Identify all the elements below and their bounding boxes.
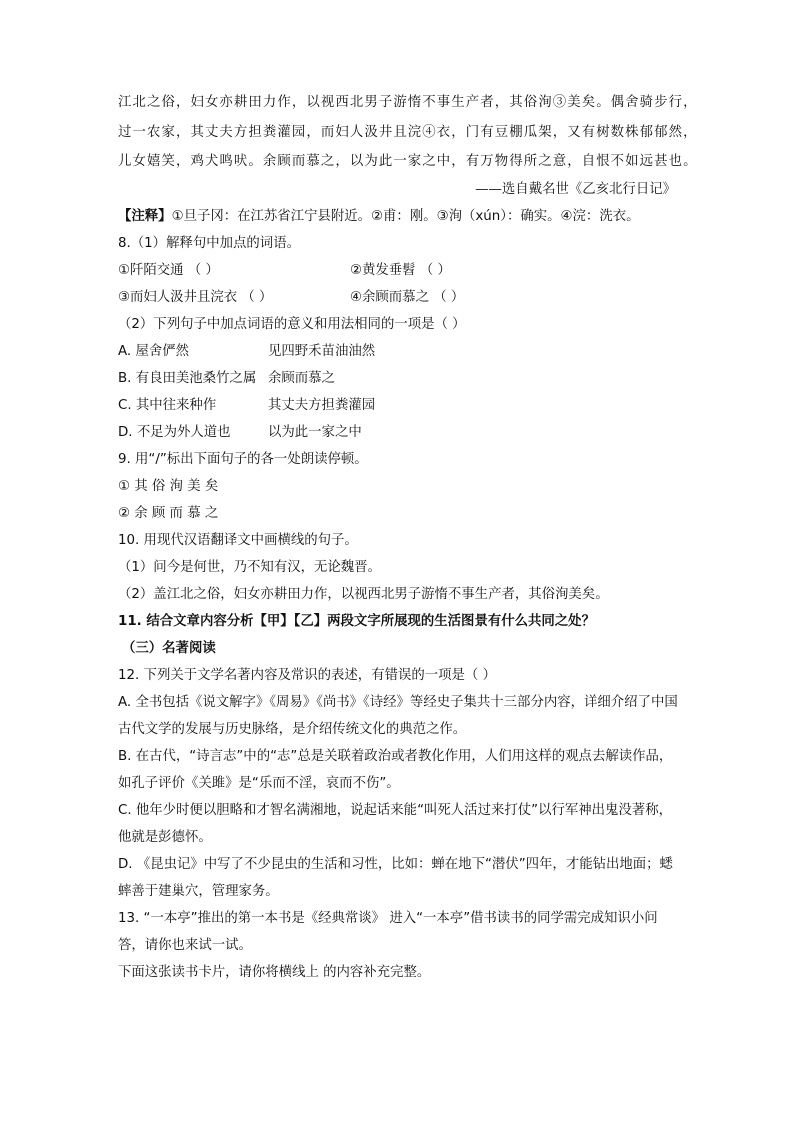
option-left: D. 不足为外人道也 — [118, 424, 231, 440]
q8-item: ③而妇人汲井且浣衣 （ ） — [118, 289, 273, 305]
q12-option-b: B. 在古代，“诗言志”中的“志”总是关联着政治或者教化作用，人们用这样的观点去解读作品，如孔子评价《关雎》是“乐而不淫，哀而不伤”。 — [118, 748, 673, 791]
section-title: （三）名著阅读 — [122, 640, 216, 656]
q9-line: ① 其 俗 洵 美 矣 — [118, 478, 219, 494]
option-left: A. 屋舍俨然 — [118, 343, 189, 359]
option-right: 以为此一家之中 — [268, 424, 362, 440]
q11-stem: 11. 结合文章内容分析【甲】【乙】两段文字所展现的生活图景有什么共同之处？ — [118, 613, 595, 629]
q13-stem: 13. “一本亭”推出的第一本书是《经典常谈》 进入“一本亭”借书读书的同学需完成知识小问答，请你也来试一试。 — [118, 910, 658, 953]
annotation-line — [118, 203, 678, 230]
q8-item: ②黄发垂髫 （ ） — [350, 262, 451, 278]
q8-item: ①阡陌交通 （ ） — [118, 262, 219, 278]
annotation-label: 【注释】 — [118, 208, 172, 224]
option-left: C. 其中往来种作 — [118, 397, 217, 413]
q10-item: （2）盖江北之俗，妇女亦耕田力作，以视西北男子游惰不事生产者，其俗洵美矣。 — [118, 586, 609, 602]
q8-option-a — [118, 338, 375, 365]
q12-option-a: A. 全书包括《说文解字》《周易》《尚书》《诗经》等经史子集共十三部分内容，详细介绍了中国古代文学的发展与历史脉络，是介绍传统文化的典范之作。 — [118, 694, 678, 737]
q9-stem: 9. 用“/”标出下面句子的各一处朗读停顿。 — [118, 451, 368, 467]
q8-stem: 8.（1）解释句中加点的词语。 — [118, 235, 300, 251]
q12-stem: 12. 下列关于文学名著内容及常识的表述，有错误的一项是（ ） — [118, 667, 496, 683]
q10-stem: 10. 用现代汉语翻译文中画横线的句子。 — [118, 532, 358, 548]
passage-line: 儿女嬉笑，鸡犬鸣吠。余顾而慕之，以为此一家之中，有万物得所之意，自恨不如远甚也。 — [118, 154, 698, 169]
option-right: 其丈夫方担粪灌园 — [268, 397, 376, 413]
q8-option-d — [118, 419, 362, 446]
passage-source: ——选自戴名世《乙亥北行日记》 — [475, 181, 676, 197]
passage-line: 江北之俗，妇女亦耕田力作，以视西北男子游惰不事生产者，其俗洵③美矣。偶舍骑步行， — [118, 95, 698, 110]
q9-line: ② 余 顾 而 慕 之 — [118, 505, 219, 521]
option-right: 余顾而慕之 — [268, 370, 335, 386]
q12-option-c: C. 他年少时便以胆略和才智名满湘地，说起话来能“叫死人活过来打仗”以行军神出鬼没著称，他就是彭德怀。 — [118, 802, 672, 845]
classical-passage — [118, 88, 698, 177]
q13-sub: 下面这张读书卡片，请你将横线上 的内容补充完整。 — [118, 964, 431, 980]
q10-item: （1）问今是何世，乃不知有汉，无论魏晋。 — [118, 559, 381, 575]
exam-page — [118, 88, 698, 986]
q12-option-d: D. 《昆虫记》中写了不少昆虫的生活和习性，比如：蝉在地下“潜伏”四年，才能钻出地面；蟋蟀善于建巢穴，管理家务。 — [118, 856, 673, 899]
q8-row — [118, 257, 678, 284]
q8-row — [118, 284, 678, 311]
option-left: B. 有良田美池桑竹之属 — [118, 370, 257, 386]
q8-part2: （2）下列句子中加点词语的意义和用法相同的一项是（ ） — [118, 316, 466, 332]
passage-line: 过一农家，其丈夫方担粪灌园，而妇人汲井且浣④衣，门有豆棚瓜架，又有树数株郁郁然， — [118, 124, 698, 140]
option-right: 见四野禾苗油油然 — [268, 343, 376, 359]
q8-item: ④余顾而慕之 （ ） — [350, 289, 465, 305]
q8-option-b — [118, 365, 335, 392]
annotation-text: ①旦子冈：在江苏省江宁县附近。②甫：刚。③洵（xún）：确实。④浣：洗衣。 — [171, 208, 640, 224]
q8-option-c — [118, 392, 375, 419]
